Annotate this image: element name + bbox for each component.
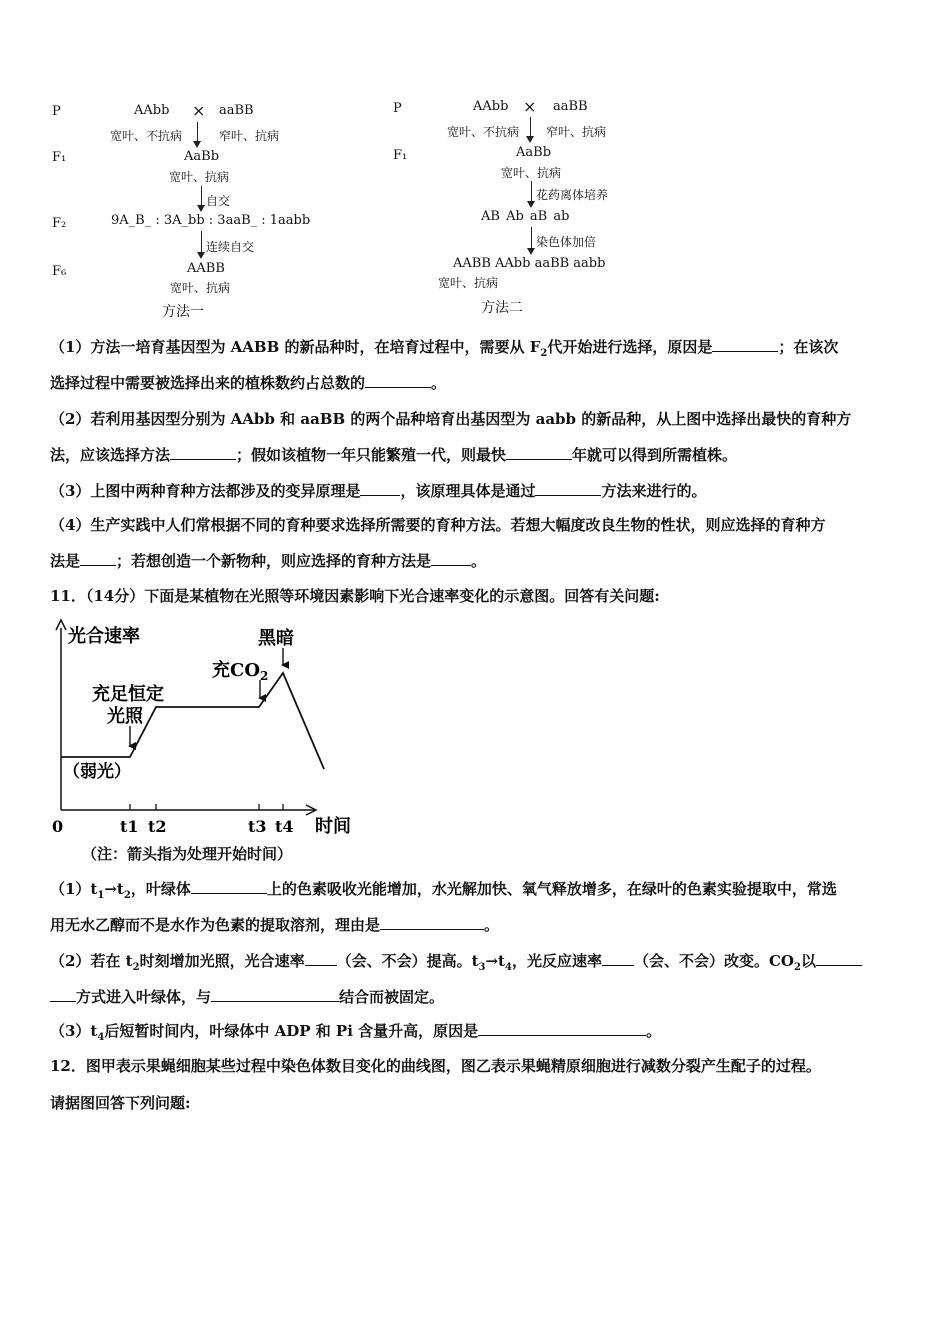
blank (305, 951, 337, 966)
q11-part3: $(3)t_4$后短暂时间内，叶绿体中 ADP 和 Pi 含量升高，原因是 。 (50, 1022, 662, 1043)
blank (360, 481, 400, 496)
m1-cross-symbol: × (192, 101, 206, 120)
annotation-weak-light: （弱光） (63, 762, 131, 782)
blank (80, 551, 116, 566)
m1-f6-label: F₆ (52, 264, 67, 279)
blank (211, 987, 339, 1002)
m1-f2-label: F₂ (52, 216, 67, 231)
blank (506, 445, 572, 460)
blank (170, 445, 236, 460)
m1-pheno-right: 窄叶、抗病 (219, 129, 280, 143)
q11-part1-line2: 用无水乙醇而不是水作为色素的提取溶剂，理由是 。 (50, 916, 500, 934)
m1-f1-label: F₁ (52, 150, 67, 165)
x-axis-label: 时间 (315, 816, 351, 837)
x-tick-label-t3: t3 (248, 817, 267, 836)
blank (816, 951, 862, 966)
m2-f1-phenotype: 宽叶、抗病 (501, 166, 562, 180)
x-tick-label-t4: t4 (275, 817, 294, 836)
blank (431, 551, 471, 566)
m2-pheno-left: 宽叶、不抗病 (447, 125, 520, 139)
chart-caption: （注：箭头指为处理开始时间） (82, 845, 293, 863)
q10-part3: （3）上图中两种育种方法都涉及的变异原理是 ，该原理具体是通过 方法来进行的。 (50, 482, 707, 500)
m2-step-chromosome-doubling: 染色体加倍 (536, 235, 597, 249)
blank (712, 337, 778, 352)
x-tick-label-t1: t1 (120, 817, 139, 836)
m1-step-selfing: 自交 (206, 194, 231, 208)
m2-cross-symbol: × (523, 97, 537, 116)
x-tick-label-t2: t2 (148, 817, 167, 836)
m2-f1-label: F₁ (393, 148, 408, 163)
q10-part4-line1: （4）生产实践中人们常根据不同的育种要求选择所需要的育种方法。若想大幅度改良生物的性状，则应选择的育种方 (50, 516, 826, 534)
blank (602, 951, 634, 966)
m1-f1-genotype: AaBb (184, 149, 220, 164)
q11-header: 11．（14分）下面是某植物在光照等环境因素影响下光合速率变化的示意图。回答有关问题: (50, 587, 660, 605)
m1-p-label: P (52, 104, 61, 119)
m2-p-label: P (393, 101, 402, 116)
m1-f6-genotype: AABB (187, 261, 225, 276)
m1-step-continuous-selfing: 连续自交 (206, 240, 255, 254)
q10-part4-line2: 法是 ；若想创造一个新物种，则应选择的育种方法是 。 (50, 552, 487, 570)
m1-parent-left: AAbb (134, 103, 170, 118)
m2-result-phenotype: 宽叶、抗病 (438, 276, 499, 290)
m1-pheno-left: 宽叶、不抗病 (110, 129, 183, 143)
blank (50, 987, 76, 1002)
q10-part2-line2: 法，应该选择方法 ；假如该植物一年只能繁殖一代，则最快 年就可以得到所需植株。 (50, 446, 738, 464)
photosynthesis-rate-chart (40, 618, 370, 843)
m2-pheno-right: 窄叶、抗病 (546, 125, 607, 139)
annotation-sufficient-light-1: 充足恒定 (92, 684, 164, 705)
y-axis-label: 光合速率 (68, 626, 140, 647)
q10-part1-line1: （1）方法一培育基因型为 AABB 的新品种时，在培育过程中，需要从 $F_2$代开始进行选择，原因是 ；在该次 (50, 338, 839, 359)
blank (478, 1021, 646, 1036)
origin-label: 0 (52, 817, 64, 836)
blank (191, 879, 267, 894)
blank (380, 915, 484, 930)
m2-f1-genotype: AaBb (516, 145, 552, 160)
m1-f1-phenotype: 宽叶、抗病 (169, 170, 230, 184)
m1-title: 方法一 (162, 304, 204, 320)
annotation-sufficient-light-2: 光照 (107, 706, 143, 727)
q11-part1-line1: $(1)t_1\to t_2$，叶绿体 上的色素吸收光能增加，水光解加快、氧气释放增多，在绿叶的色素实验提取中，常选 (50, 880, 837, 901)
q11-part2-line2: 方式进入叶绿体，与 结合而被固定。 (50, 986, 444, 1007)
m2-step-anther-culture: 花药离体培养 (536, 188, 609, 202)
m2-parent-left: AAbb (473, 99, 509, 114)
m2-gametes: AB Ab aB ab (481, 209, 570, 224)
m2-parent-right: aaBB (553, 99, 588, 114)
q10-part2-line1: （2）若利用基因型分别为 AAbb 和 aaBB 的两个品种培育出基因型为 aabb 的新品种，从上图中选择出最快的育种方 (50, 410, 852, 428)
annotation-co2-label: 充$CO_2$ (212, 660, 269, 683)
q12-line2: 请据图回答下列问题: (50, 1094, 191, 1112)
annotation-dark: 黑暗 (258, 628, 294, 649)
m1-f2-ratio: 9A_B_ : 3A_bb : 3aaB_ : 1aabb (111, 213, 311, 228)
m2-result-genotypes: AABB AAbb aaBB aabb (453, 256, 606, 271)
blank (535, 481, 601, 496)
q12-line1: 12．图甲表示果蝇细胞某些过程中染色体数目变化的曲线图，图乙表示果蝇精原细胞进行减数分裂产生配子的过程。 (50, 1057, 821, 1075)
blank (365, 373, 431, 388)
m1-f6-phenotype: 宽叶、抗病 (170, 281, 231, 295)
q10-part1-line2: 选择过程中需要被选择出来的植株数约占总数的 。 (50, 374, 447, 392)
m2-title: 方法二 (481, 300, 523, 316)
m1-parent-right: aaBB (219, 103, 254, 118)
q11-part2-line1: （2）若在 $t_2$时刻增加光照，光合速率 （会、不会）提高。$t_3\to t_4$，光反应速率 （会、不会）改变。$CO_2$以 (50, 950, 862, 973)
